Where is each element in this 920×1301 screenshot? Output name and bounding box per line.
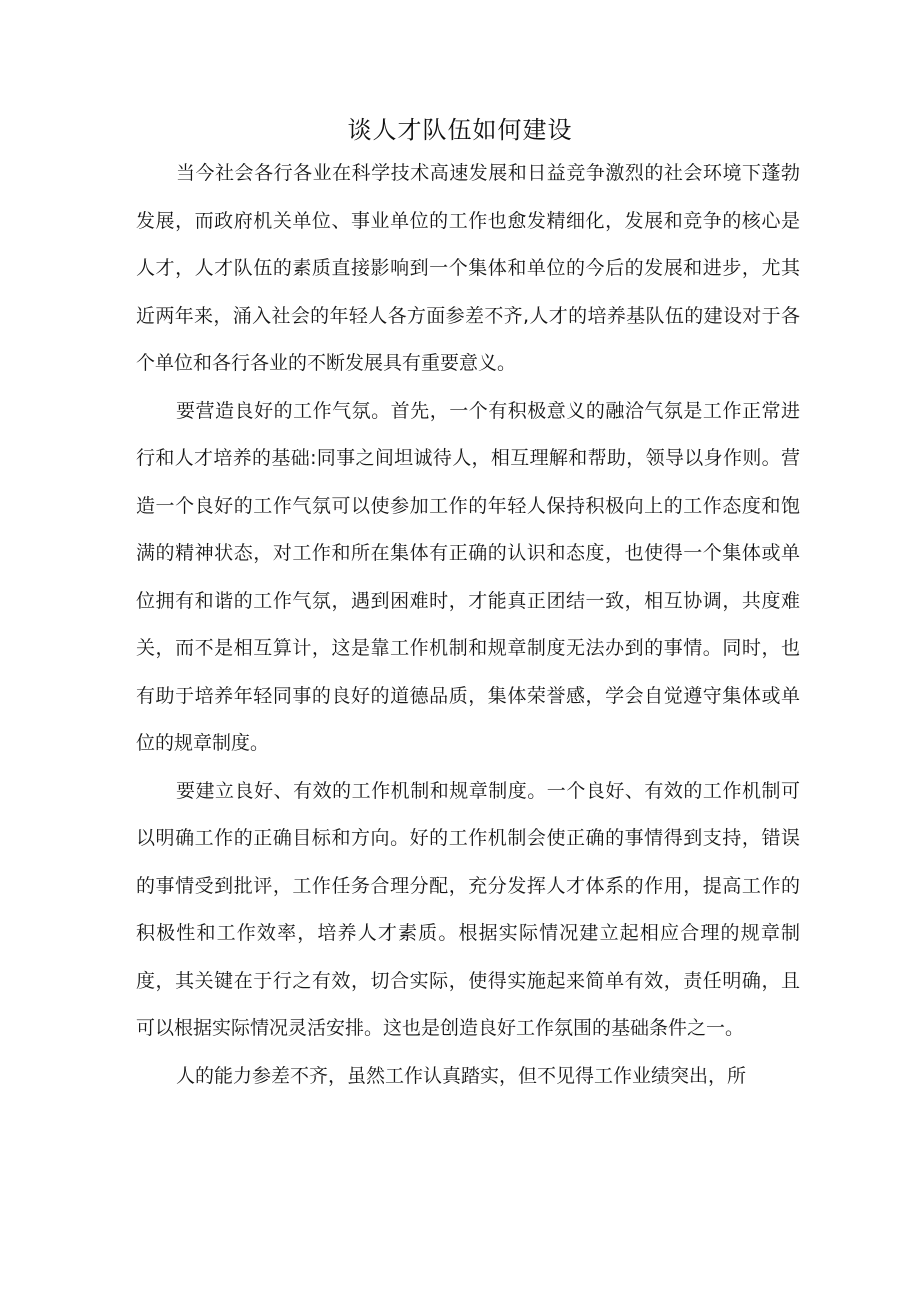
document-body bbox=[136, 150, 800, 1100]
paragraph-work-mechanism: 要建立良好、有效的工作机制和规章制度。一个良好、有效的工作机制可以明确工作的正确目标和方向。好的工作机制会使正确的事情得到支持，错误的事情受到批评，工作任务合理分配，充分发挥人才体系的作用，提高工作的积极性和工作效率，培养人才素质。根据实际情况建立起相应合理的规章制度，其关键在于行之有效，切合实际，使得实施起来简单有效，责任明确，且可以根据实际情况灵活安排。这也是创造良好工作氛围的基础条件之一。 bbox=[136, 779, 800, 1039]
paragraph-abilities: 人的能力参差不齐，虽然工作认真踏实，但不见得工作业绩突出，所 bbox=[176, 1064, 747, 1087]
paragraph-work-atmosphere: 要营造良好的工作气氛。首先，一个有积极意义的融洽气氛是工作正常进行和人才培养的基础:同事之间坦诚待人，相互理解和帮助，领导以身作则。营造一个良好的工作气氛可以使参加工作的年轻人保持积极向上的工作态度和饱满的精神状态，对工作和所在集体有正确的认识和态度，也使得一个集体或单位拥有和谐的工作气氛，遇到困难时，才能真正团结一致，相互协调，共度难关，而不是相互算计，这是靠工作机制和规章制度无法办到的事情。同时，也有助于培养年轻同事的良好的道德品质，集体荣誉感，学会自觉遵守集体或单位的规章制度。 bbox=[136, 399, 800, 754]
paragraph-intro: 当今社会各行各业在科学技术高速发展和日益竞争激烈的社会环境下蓬勃发展，而政府机关单位、事业单位的工作也愈发精细化，发展和竞争的核心是人才，人才队伍的素质直接影响到一个集体和单位的今后的发展和进步，尤其近两年来，涌入社会的年轻人各方面参差不齐,人才的培养基队伍的建设对于各个单位和各行各业的不断发展具有重要意义。 bbox=[136, 162, 800, 374]
document-title: 谈人才队伍如何建设 bbox=[347, 116, 573, 144]
